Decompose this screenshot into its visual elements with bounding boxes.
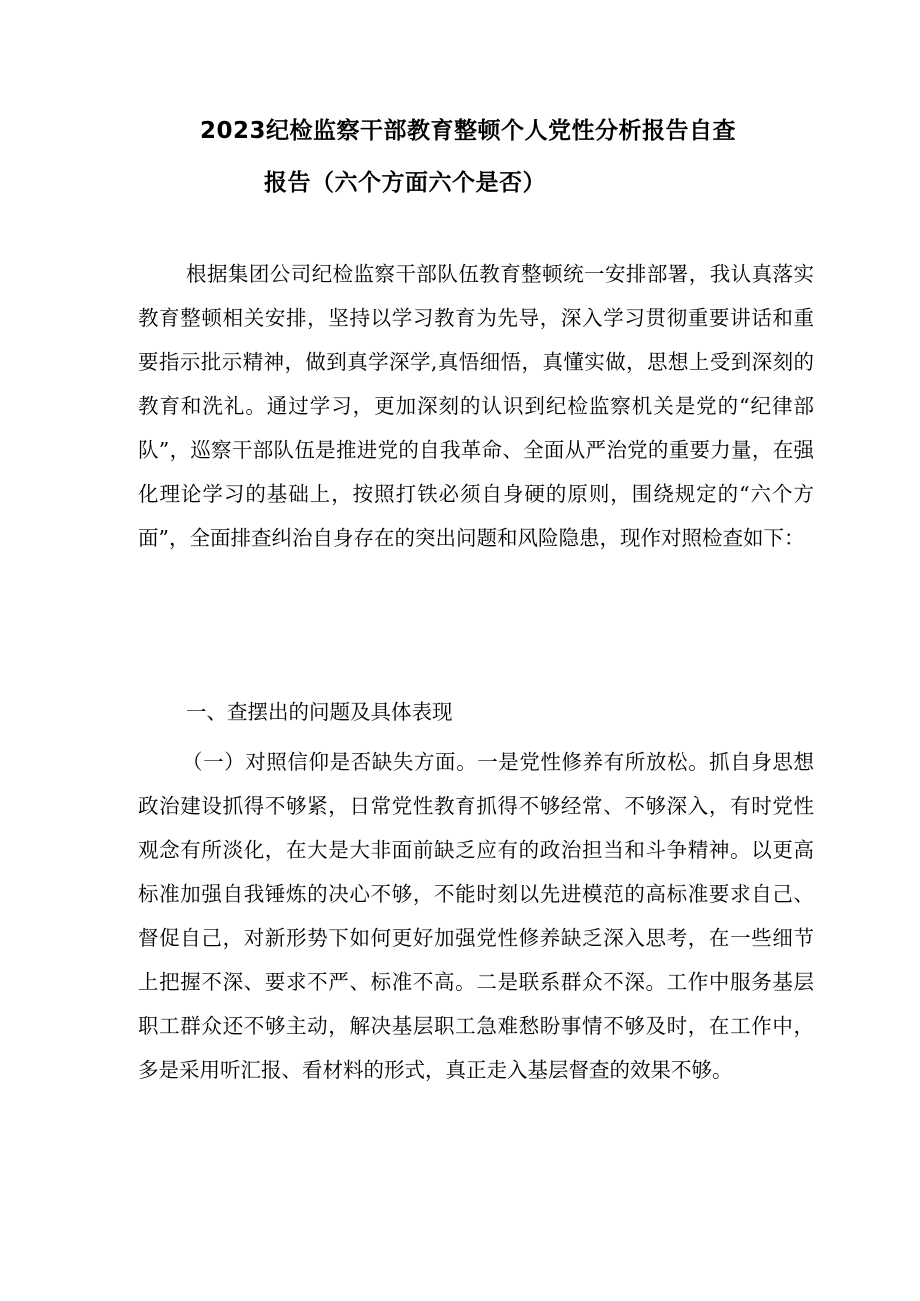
intro-paragraph: 根据集团公司纪检监察干部队伍教育整顿统一安排部署，我认真落实教育整顿相关安排，坚持以学习教育为先导，深入学习贯彻重要讲话和重要指示批示精神，做到真学深学,真悟细悟，真懂实做，思想上受到深刻的教育和洗礼。通过学习，更加深刻的认识到纪检监察机关是党的“纪律部队”，巡察干部队伍是推进党的自我革命、全面从严治党的重要力量，在强化理论学习的基础上，按照打铁必须自身硬的原则，围绕规定的“六个方面”，全面排查纠治自身存在的突出问题和风险隐患，现作对照检查如下： — [138, 262, 814, 550]
section-heading-1: 一、查摆出的问题及具体表现 — [186, 700, 453, 724]
document-title-line-1: 2023纪检监察干部教育整顿个人党性分析报告自查 — [200, 118, 737, 144]
document-title-line-2: 报告（六个方面六个是否） — [264, 170, 546, 196]
section-1-paragraph: （一）对照信仰是否缺失方面。一是党性修养有所放松。抓自身思想政治建设抓得不够紧，日常党性教育抓得不够经常、不够深入，有时党性观念有所淡化，在大是大非面前缺乏应有的政治担当和斗争精神。以更高标准加强自我锤炼的决心不够，不能时刻以先进模范的高标准要求自己、督促自己，对新形势下如何更好加强党性修养缺乏深入思考，在一些细节上把握不深、要求不严、标准不高。二是联系群众不深。工作中服务基层职工群众还不够主动，解决基层职工急难愁盼事情不够及时，在工作中，多是采用听汇报、看材料的形式，真正走入基层督查的效果不够。 — [138, 750, 814, 1082]
